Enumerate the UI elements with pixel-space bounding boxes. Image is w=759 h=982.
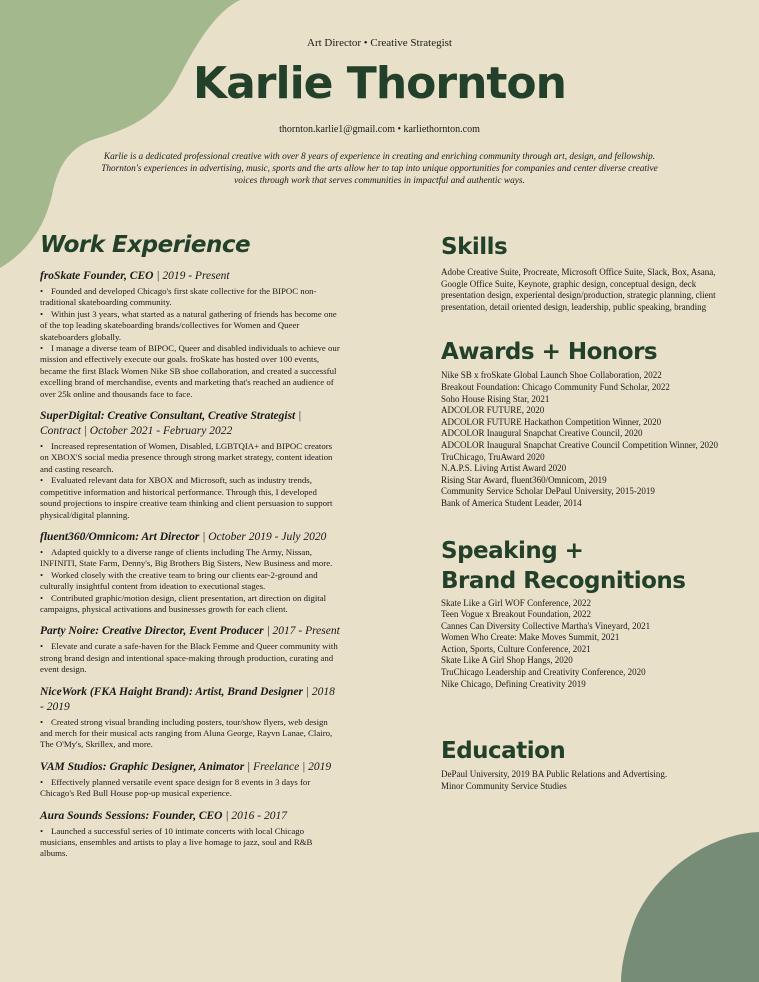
job-dates: | 2019 - Present [153, 270, 230, 282]
speaking-list [441, 598, 741, 691]
job-role: SuperDigital: Creative Consultant, Creative Strategist [40, 410, 296, 423]
bullet-icon: • [40, 569, 44, 580]
award-item: ADCOLOR FUTURE, 2020 [441, 405, 545, 416]
job-role: froSkate Founder, CEO [40, 270, 154, 282]
job-bullets [40, 441, 340, 521]
job-bullets [40, 826, 340, 860]
job-bullet [40, 777, 340, 800]
contact-line: thornton.karlie1@gmail.com • karliethornton.com [279, 124, 480, 135]
job-bullet [40, 343, 340, 400]
job-bullets [40, 717, 340, 751]
bullet-icon: • [40, 825, 44, 836]
job-role: fluent360/Omnicom: Art Director [40, 530, 200, 543]
speaking-item: Cannes Can Diversity Collective Martha's Vineyard, 2021 [441, 620, 651, 631]
decorative-blob-bottom-right [619, 832, 759, 982]
job-role: NiceWork (FKA Haight Brand): Artist, Brand Designer [40, 685, 303, 698]
award-item: TruChicago, TruAward 2020 [441, 451, 545, 462]
job-dates: | Contract | October 2021 - February 2022 [40, 410, 302, 438]
job-list [40, 269, 340, 860]
speaking-item: Skate Like a Girl WOF Conference, 2022 [441, 597, 592, 608]
skills-heading: Skills [441, 234, 508, 260]
award-item: Community Service Scholar DePaul University, 2015-2019 [441, 486, 655, 497]
job-title [40, 530, 340, 545]
award-item: Rising Star Award, fluent360/Omnicom, 2019 [441, 474, 607, 485]
summary-paragraph: Karlie is a dedicated professional creative with over 8 years of experience in creating and enriching community through art, design, and fellowship. Thornton's experiences in advertising, music, sports and the arts allow her to tap into unique opportunities for companies and center diverse creative voices through work that serves communities in impactful and authentic ways. [101, 152, 658, 186]
bullet-icon: • [40, 441, 44, 452]
job-entry [40, 409, 340, 521]
job-dates: | Freelance | 2019 [244, 760, 332, 773]
job-entry [40, 624, 340, 675]
bullet-icon: • [40, 592, 44, 603]
job-title [40, 269, 340, 284]
job-bullet [40, 593, 340, 616]
job-dates: | 2017 - Present [263, 625, 340, 638]
bullet-icon: • [40, 308, 44, 319]
right-column [441, 232, 741, 792]
speaking-item: Skate Like A Girl Shop Hangs, 2020 [441, 655, 573, 666]
job-dates: | 2016 - 2017 [222, 809, 287, 822]
award-item: Breakout Foundation: Chicago Community Fund Scholar, 2022 [441, 381, 670, 392]
job-subtitle: Art Director • Creative Strategist [307, 37, 452, 49]
award-item: Nike SB x froSkate Global Launch Shoe Collaboration, 2022 [441, 370, 662, 381]
job-entry [40, 269, 340, 400]
education-line: DePaul University, 2019 BA Public Relations and Advertising. [441, 769, 668, 780]
speaking-item: Nike Chicago, Defining Creativity 2019 [441, 678, 586, 689]
job-bullet-text: Within just 3 years, what started as a natural gathering of friends has become one of the top leading skateboarding brands/collectives for Women and Queer skateboarders globally. [40, 308, 337, 342]
person-name: Karlie Thornton [193, 58, 566, 109]
job-bullets [40, 641, 340, 675]
job-title [40, 685, 340, 715]
job-entry [40, 685, 340, 751]
bullet-icon: • [40, 546, 44, 557]
speaking-item: TruChicago Leadership and Creativity Conference, 2020 [441, 667, 646, 678]
job-dates: | October 2019 - July 2020 [199, 530, 327, 543]
job-title [40, 624, 340, 639]
awards-list [441, 370, 741, 509]
job-bullet [40, 286, 340, 309]
job-bullet-text: I manage a diverse team of BIPOC, Queer and disabled individuals to achieve our mission and effectively execute our goals. froSkate has hosted over 100 events, became the first Black Women Nike SB shoe collaboration, and created a successful excelling brand of merchandise, events and marketing that's reached an audience of over 25k online and thousands face to face. [40, 343, 340, 399]
job-bullet-text: Increased representation of Women, Disabled, LGBTQIA+ and BIPOC creators on XBOX'S social media presence through strong market strategy, content ideation and casting research. [40, 441, 333, 474]
job-role: Aura Sounds Sessions: Founder, CEO [40, 809, 223, 822]
job-entry [40, 809, 340, 860]
left-column [40, 230, 340, 860]
job-bullet [40, 309, 340, 343]
job-bullet-text: Worked closely with the creative team to bring our clients ear-2-ground and culturally insightful content from ideation to executional stages. [40, 569, 318, 592]
award-item: N.A.P.S. Living Artist Award 2020 [441, 463, 567, 474]
bullet-icon: • [40, 641, 44, 652]
job-bullet-text: Launched a successful series of 10 intimate concerts with local Chicago musicians, ensembles and artists to play a live homage to jazz, soul and R&B albums. [40, 825, 313, 859]
job-entry [40, 530, 340, 615]
skills-text: Adobe Creative Suite, Procreate, Microsoft Office Suite, Slack, Box, Asana, Google Office Suite, Keynote, graphic design, conceptual design, deck presentation design, experiental design/production, strategic planning, client presentation, detail oriented design, leadership, public speaking, branding [441, 267, 716, 312]
education-line: Minor Community Service Studies [441, 780, 567, 791]
job-bullet-text: Founded and developed Chicago's first skate collective for the BIPOC non-traditional skateboarding community. [40, 286, 317, 308]
job-bullet [40, 570, 340, 593]
job-bullet [40, 717, 340, 751]
job-title [40, 409, 340, 439]
awards-heading: Awards + Honors [441, 339, 658, 366]
job-bullet-text: Contributed graphic/motion design, client presentation, art direction on digital campaigns, physical activations and businesses growth for each client. [40, 592, 327, 614]
award-item: Bank of America Student Leader, 2014 [441, 497, 582, 508]
award-item: Soho House Rising Star, 2021 [441, 393, 550, 404]
job-bullet [40, 641, 340, 675]
job-bullet-text: Evaluated relevant data for XBOX and Microsoft, such as industry trends, competitive information and historical performance. Through this, I developed sound projections to inspire creative team thinking and client persuasion to support physical/digital planning. [40, 475, 333, 520]
job-title [40, 809, 340, 824]
job-bullet [40, 475, 340, 521]
speaking-heading-line2: Brand Recognitions [441, 567, 686, 594]
job-bullets [40, 286, 340, 400]
job-dates: | 2018 - 2019 [40, 685, 335, 713]
bullet-icon: • [40, 716, 44, 727]
job-bullets [40, 547, 340, 615]
bullet-icon: • [40, 286, 44, 296]
bullet-icon: • [40, 475, 44, 486]
job-role: Party Noire: Creative Director, Event Producer [40, 625, 264, 638]
speaking-item: Women Who Create: Make Moves Summit, 2021 [441, 632, 620, 643]
job-bullet-text: Adapted quickly to a diverse range of clients including The Army, Nissan, INFINITI, State Farm, Denny's, Big Brothers Big Sisters, New Business and more. [40, 546, 333, 569]
work-experience-heading: Work Experience [40, 232, 251, 258]
job-role: VAM Studios: Graphic Designer, Animator [40, 760, 245, 773]
award-item: ADCOLOR Inaugural Snapchat Creative Council, 2020 [441, 428, 643, 439]
bullet-icon: • [40, 343, 44, 354]
job-bullet-text: Effectively planned versatile event space design for 8 events in 3 days for Chicago's Red Bull House pop-up musical experience. [40, 776, 311, 799]
education-list [441, 769, 741, 792]
award-item: ADCOLOR Inaugural Snapchat Creative Council Competition Winner, 2020 [441, 439, 719, 450]
bullet-icon: • [40, 776, 44, 787]
job-bullet [40, 826, 340, 860]
job-entry [40, 760, 340, 800]
speaking-heading [441, 536, 741, 596]
education-heading: Education [441, 738, 566, 765]
award-item: ADCOLOR FUTURE Hackathon Competition Winner, 2020 [441, 416, 662, 427]
job-title [40, 760, 340, 775]
job-bullet-text: Created strong visual branding including posters, tour/show flyers, web design and merch for their musical acts ranging from Aluna George, Rayvn Lanae, Clairo, The O'My's, Skrillex, and more. [40, 716, 333, 750]
job-bullet [40, 441, 340, 475]
speaking-heading-line1: Speaking + [441, 537, 584, 564]
speaking-item: Action, Sports, Culture Conference, 2021 [441, 643, 591, 654]
job-bullet [40, 547, 340, 570]
speaking-item: Teen Vogue x Breakout Foundation, 2022 [441, 609, 592, 620]
job-bullets [40, 777, 340, 800]
job-bullet-text: Elevate and curate a safe-haven for the Black Femme and Queer community with strong brand design and intentional space-making through production, curating and event design. [40, 641, 338, 675]
